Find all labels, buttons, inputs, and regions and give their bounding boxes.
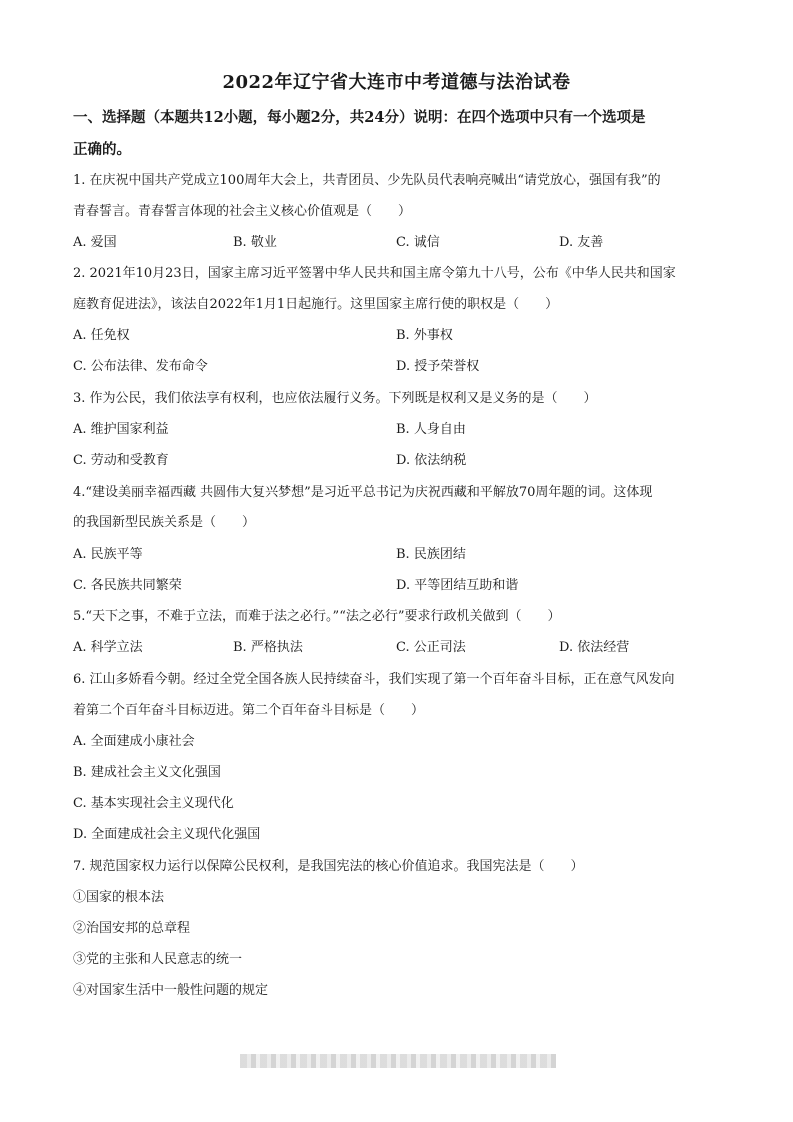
q7-statement-1: ①国家的根本法 xyxy=(73,890,165,905)
q2-option-c: C. 公布法律、发布命令 xyxy=(73,359,208,374)
q4-option-b: B. 民族团结 xyxy=(396,547,466,562)
q4-option-d: D. 平等团结互助和谐 xyxy=(396,578,519,593)
blurred-footer-watermark xyxy=(240,1054,556,1068)
q6-option-c: C. 基本实现社会主义现代化 xyxy=(73,796,234,811)
question-1-text: 1. 在庆祝中国共产党成立100周年大会上，共青团员、少先队员代表响亮喊出“请党放心，强国有我”的 xyxy=(73,173,661,188)
question-1-text-cont: 青春誓言。青春誓言体现的社会主义核心价值观是（ ） xyxy=(73,204,412,219)
q5-option-c: C. 公正司法 xyxy=(396,640,466,655)
question-7-text: 7. 规范国家权力运行以保障公民权利，是我国宪法的核心价值追求。我国宪法是（ ） xyxy=(73,859,584,874)
q3-option-b: B. 人身自由 xyxy=(396,422,466,437)
q5-option-a: A. 科学立法 xyxy=(73,640,143,655)
q4-option-c: C. 各民族共同繁荣 xyxy=(73,578,182,593)
q2-option-a: A. 任免权 xyxy=(73,328,130,343)
question-5-text: 5.“天下之事，不难于立法，而难于法之必行。”“法之必行”要求行政机关做到（ ） xyxy=(73,609,561,624)
section-heading-line2: 正确的。 xyxy=(73,141,131,158)
q7-statement-4: ④对国家生活中一般性问题的规定 xyxy=(73,983,269,998)
section-heading-line1: 一、选择题（本题共12小题，每小题2分，共24分）说明：在四个选项中只有一个选项是 xyxy=(73,109,646,126)
q5-option-b: B. 严格执法 xyxy=(233,640,303,655)
q3-option-a: A. 维护国家利益 xyxy=(73,422,169,437)
q5-option-d: D. 依法经营 xyxy=(559,640,630,655)
question-4-text-cont: 的我国新型民族关系是（ ） xyxy=(73,515,256,530)
q4-option-a: A. 民族平等 xyxy=(73,547,143,562)
q2-option-b: B. 外事权 xyxy=(396,328,453,343)
q7-statement-3: ③党的主张和人民意志的统一 xyxy=(73,952,243,967)
q2-option-d: D. 授予荣誉权 xyxy=(396,359,480,374)
question-2-text-cont: 庭教育促进法》，该法自2022年1月1日起施行。这里国家主席行使的职权是（ ） xyxy=(73,297,559,312)
q3-option-d: D. 依法纳税 xyxy=(396,453,467,468)
question-6-text-cont: 着第二个百年奋斗目标迈进。第二个百年奋斗目标是（ ） xyxy=(73,703,425,718)
q6-option-d: D. 全面建成社会主义现代化强国 xyxy=(73,827,261,842)
q1-option-b: B. 敬业 xyxy=(233,235,277,250)
page-title: 2022年辽宁省大连市中考道德与法治试卷 xyxy=(222,72,571,93)
q6-option-a: A. 全面建成小康社会 xyxy=(73,734,195,749)
question-2-text: 2. 2021年10月23日，国家主席习近平签署中华人民共和国主席令第九十八号，公布《中华人民共和国家 xyxy=(73,266,676,281)
q1-option-a: A. 爱国 xyxy=(73,235,117,250)
question-6-text: 6. 江山多娇看今朝。经过全党全国各族人民持续奋斗，我们实现了第一个百年奋斗目标，正在意气风发向 xyxy=(73,672,675,687)
q1-option-d: D. 友善 xyxy=(559,235,604,250)
q7-statement-2: ②治国安邦的总章程 xyxy=(73,921,191,936)
q3-option-c: C. 劳动和受教育 xyxy=(73,453,169,468)
q1-option-c: C. 诚信 xyxy=(396,235,440,250)
question-4-text: 4.“建设美丽幸福西藏 共圆伟大复兴梦想”是习近平总书记为庆祝西藏和平解放70周年题的词。这体现 xyxy=(73,485,653,500)
q6-option-b: B. 建成社会主义文化强国 xyxy=(73,765,221,780)
question-3-text: 3. 作为公民，我们依法享有权利，也应依法履行义务。下列既是权利又是义务的是（ ） xyxy=(73,391,597,406)
